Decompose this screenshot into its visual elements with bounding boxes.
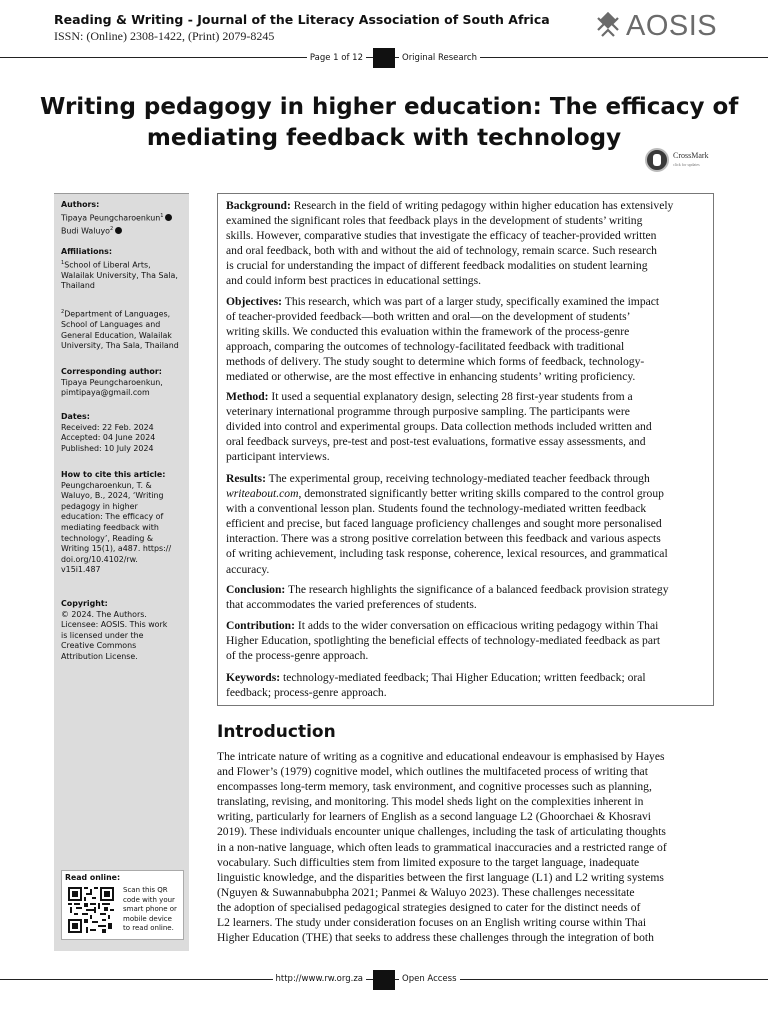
page-number: Page 1 of 12 <box>307 53 366 63</box>
citation-line: education: The efficacy of <box>61 512 164 522</box>
abstract-line: feedback; process-genre approach. <box>226 686 387 700</box>
abstract-method <box>226 389 652 464</box>
abstract-label: Keywords: <box>226 671 281 684</box>
abstract-line: veterinary international programme through purposive sampling. The participants were <box>226 405 630 419</box>
abstract-line: efficient and precise, but faced language proficiency challenges and sought more personalised <box>226 517 662 531</box>
issn: ISSN: (Online) 2308-1422, (Print) 2079-8245 <box>54 29 275 43</box>
affiliation-line: Walailak University, Tha Sala, <box>61 270 178 280</box>
abstract-label: Background: <box>226 199 291 212</box>
abstract-line: The research highlights the significance of a balanced feedback provision strategy <box>287 583 669 596</box>
title-line: Writing pedagogy in higher education: The efficacy of <box>40 94 739 120</box>
citation-heading: How to cite this article: <box>61 470 166 479</box>
affiliations-heading: Affiliations: <box>61 247 113 256</box>
abstract-line: and oral feedback, both with and without the aid of technology, remain scarce. Such research <box>226 244 657 258</box>
abstract-conclusion <box>226 582 669 612</box>
body-line: L2 learners. The study under consideration focuses on an English writing course within Thai <box>217 916 647 930</box>
date-accepted: Accepted: 04 June 2024 <box>61 433 156 443</box>
copyright-line: Licensee: AOSIS. This work <box>61 620 168 630</box>
abstract-label: Conclusion: <box>226 583 286 596</box>
abstract-label: Objectives: <box>226 295 283 308</box>
orcid-icon[interactable] <box>165 214 172 221</box>
affiliations-block: Affiliations: $^1$School of Liberal Arts, Walailak University, Tha Sala, Thailand <box>61 247 187 292</box>
citation-line: pedagogy in higher <box>61 501 138 511</box>
abstract-line: and could inform best practices in educational settings. <box>226 274 481 288</box>
abstract-line: Higher Education, spotlighting the beneficial effects of technology-mediated feedback as part <box>226 634 661 648</box>
citation-line: v15i1.487 <box>61 565 101 575</box>
body-line: Higher Education (THE) that seeks to address these challenges through the integration of both <box>217 931 654 945</box>
copyright-block <box>61 599 187 663</box>
abstract-line: examined the significant roles that feedback plays in the development of students’ writing <box>226 214 643 228</box>
copyright-line: Creative Commons <box>61 641 137 651</box>
copyright-line: © 2024. The Authors. <box>61 609 147 619</box>
abstract-line: It used a sequential explanatory design, selecting 28 first-year students from a <box>271 390 633 403</box>
body-line: The intricate nature of writing as a cognitive and educational endeavour is emphasised by Hayes <box>217 750 665 763</box>
body-line: encompasses long-term memory, task environment, and cognitive processes such as planning, <box>217 780 652 794</box>
abstract-label: Method: <box>226 390 269 403</box>
abstract-line: This research, which was part of a larger study, specifically examined the impact <box>284 295 660 308</box>
abstract-line: , demonstrated significantly better writing skills compared to the control group <box>298 487 664 501</box>
body-line: vocabulary. Such difficulties stem from limited exposure to the target language, inadequate <box>217 855 640 869</box>
abstract-objectives <box>226 294 659 385</box>
abstract-label: Results: <box>226 472 266 485</box>
abstract-line: accuracy. <box>226 562 270 576</box>
abstract-line: with a conventional lesson plan. Students found the technology-mediated written feedback <box>226 502 647 516</box>
read-online-line: Scan this QR <box>123 886 168 894</box>
affiliation-line: Thailand <box>61 281 95 291</box>
author-name: Budi Waluyo <box>61 226 110 236</box>
abstract-line: methods of delivery. The study sought to determine which forms of feedback, technology- <box>226 355 645 369</box>
citation-block <box>61 470 187 576</box>
crossmark-icon <box>645 148 669 172</box>
read-online-line: mobile device <box>123 914 172 923</box>
publisher-logo[interactable] <box>594 12 717 40</box>
affiliation-2-block: $^2$Department of Languages, School of Languages and General Education, Walailak University, Tha Sala, Thailand <box>61 307 187 352</box>
footer-marker <box>373 970 395 990</box>
corresponding-email[interactable]: pimtipaya@gmail.com <box>61 388 150 398</box>
open-access-label: Open Access <box>399 974 460 984</box>
citation-line: technology’, Reading & <box>61 533 154 543</box>
body-line: linguistic knowledge, and the disparities between the first language (L1) and L2 writing systems <box>217 870 664 884</box>
abstract-label: Contribution: <box>226 619 295 632</box>
abstract-results <box>226 471 668 577</box>
dates-heading: Dates: <box>61 412 90 421</box>
journal-name: Reading & Writing - Journal of the Literacy Association of South Africa <box>54 12 550 27</box>
abstract-line: of teacher-provided feedback—both written and oral—on the development of students’ <box>226 310 631 324</box>
crossmark-label: CrossMark <box>673 151 709 160</box>
body-line: writing, particularly for learners of English as a second language L2 (Ghoorchaei & Khosravi <box>217 810 651 824</box>
abstract-line: divided into control and experimental groups. Data collection methods included written and <box>226 420 652 434</box>
abstract-line: It adds to the wider conversation on efficacious writing pedagogy within Thai <box>297 619 659 632</box>
abstract-keywords <box>226 670 646 700</box>
introduction-body <box>217 749 667 945</box>
body-line: (Nguyen & Suwannabubpha 2021; Panmei & Waluyo 2023). These challenges necessitate <box>217 885 635 899</box>
article-type: Original Research <box>399 53 480 63</box>
body-line: the adoption of specialised pedagogical strategies designed to cater for the distinct needs of <box>217 900 641 914</box>
read-online-heading: Read online: <box>65 873 121 882</box>
body-line: 2019). These individuals encounter unique challenges, including the task of articulating thoughts <box>217 825 666 839</box>
date-published: Published: 10 July 2024 <box>61 443 154 453</box>
abstract-line: mediated or otherwise, are the most effective in enhancing students’ writing proficiency. <box>226 370 636 384</box>
read-online-instructions <box>123 886 177 934</box>
qr-code-icon[interactable] <box>68 887 114 933</box>
abstract-line: is crucial for understanding the impact of different feedback modalities on student learning <box>226 259 648 273</box>
corresponding-heading: Corresponding author: <box>61 367 162 376</box>
body-line: translating, revising, and monitoring. This model sheds light on the complexities inherent in <box>217 795 644 809</box>
affiliation-line: School of Languages and <box>61 320 161 330</box>
copyright-heading: Copyright: <box>61 599 108 608</box>
section-heading: Introduction <box>217 722 336 742</box>
read-online-line: smart phone or <box>123 905 177 914</box>
affiliation-line: General Education, Walailak <box>61 330 172 340</box>
website-name[interactable]: writeabout.com <box>226 487 299 501</box>
article-title <box>40 92 739 154</box>
crossmark-sub: click for updates <box>673 162 700 167</box>
body-line: and Flower’s (1979) cognitive model, which outlines the multifaceted process of writing that <box>217 765 648 779</box>
abstract-line: oral feedback surveys, pre-test and post-test evaluations, formative essay assessments, and <box>226 435 646 449</box>
abstract-line: interaction. There was a strong positive correlation between this feedback and various aspects <box>226 532 661 546</box>
copyright-line: Attribution License. <box>61 651 138 661</box>
crossmark-badge[interactable] <box>645 148 709 172</box>
header-marker <box>373 48 395 68</box>
abstract-line: of the process-genre approach. <box>226 649 369 663</box>
author-name: Tipaya Peungcharoenkun <box>61 213 161 223</box>
abstract-line: Research in the field of writing pedagogy within higher education has extensively <box>293 199 674 212</box>
abstract-line: of writing achievement, including task response, coherence, lexical resources, and grammatical <box>226 547 668 561</box>
abstract-line: writing skills. We conducted this evaluation within the framework of the process-genre <box>226 325 630 339</box>
citation-line: Waluyo, B., 2024, ‘Writing <box>61 491 164 501</box>
citation-doi[interactable]: doi.org/10.4102/rw. <box>61 554 138 564</box>
abstract-line: that accommodates the varied preferences of students. <box>226 598 477 612</box>
publisher-name: AOSIS <box>626 10 718 42</box>
affiliation-line: Department of Languages, <box>64 309 171 319</box>
authors-block: Authors: Tipaya Peungcharoenkun$^1$ Budi Waluyo$^2$ <box>61 200 187 237</box>
read-online-box[interactable] <box>61 870 184 940</box>
aosis-logo-icon <box>594 12 622 40</box>
copyright-line: is licensed under the <box>61 630 144 640</box>
abstract-line: The experimental group, receiving technology-mediated teacher feedback through <box>268 472 650 485</box>
abstract-background <box>226 198 673 289</box>
abstract-line: skills. However, comparative studies that investigate the efficacy of teacher-provided written <box>226 229 657 243</box>
body-line: in a non-native language, which often leads to grammatical inaccuracies and a restricted range of <box>217 840 667 854</box>
read-online-line: code with your <box>123 895 175 904</box>
abstract-line: participant interviews. <box>226 450 330 464</box>
date-received: Received: 22 Feb. 2024 <box>61 422 154 432</box>
affiliation-line: School of Liberal Arts, <box>64 260 151 270</box>
authors-heading: Authors: <box>61 200 100 209</box>
abstract-contribution <box>226 618 660 663</box>
read-online-line: to read online. <box>123 924 174 933</box>
dates-block <box>61 412 187 454</box>
abstract-line: approach, comparing the outcomes of technology-facilitated feedback with traditional <box>226 340 625 354</box>
citation-line: mediating feedback with <box>61 522 159 532</box>
corresponding-block <box>61 367 187 399</box>
corresponding-name: Tipaya Peungcharoenkun, <box>61 377 163 387</box>
title-line: mediating feedback with technology <box>146 125 622 151</box>
citation-line: Writing 15(1), a487. https:// <box>61 544 172 554</box>
affiliation-line: University, Tha Sala, Thailand <box>61 341 179 351</box>
citation-line: Peungcharoenkun, T. & <box>61 480 152 490</box>
journal-url[interactable]: http://www.rw.org.za <box>273 974 367 984</box>
orcid-icon[interactable] <box>115 227 122 234</box>
abstract-line: technology-mediated feedback; Thai Higher Education; written feedback; oral <box>283 671 646 684</box>
